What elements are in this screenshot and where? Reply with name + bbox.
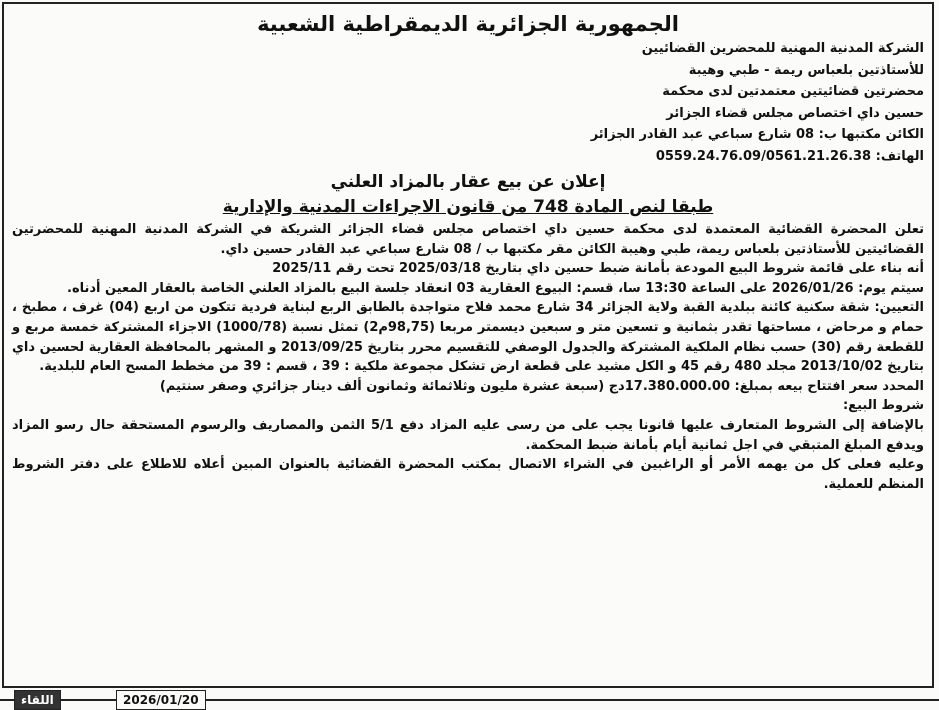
office-line: محضرتين قضائيتين معتمدتين لدى محكمة xyxy=(662,84,924,99)
announcement-body xyxy=(4,220,932,494)
contact-paragraph: وعليه فعلى كل من يهمه الأمر أو الراغبين في الشراء الاتصال بمكتب المحضرة القضائية بالعنوان المبين أعلاه للاطلاع على دفتر الشروط المنظم للعملية. xyxy=(12,457,924,492)
sale-conditions: بالإضافة إلى الشروط المتعارف عليها قانونا يجب على من رسى عليه المزاد دفع 5/1 الثمن والمصاريف والرسوم المستحقة حال رسو المزاد ويدفع المبلغ المتبقي في اجل ثمانية أيام بأمانة ضبط المحكمة. xyxy=(12,417,924,453)
footer xyxy=(0,688,939,710)
office-block xyxy=(4,38,932,167)
intro-paragraph: تعلن المحضرة القضائية المعتمدة لدى محكمة حسين داي اختصاص مجلس قضاء الجزائر الشريكة في الشركة المدنية المهنية للمحضرتين القضائيتين للأستاذتين بلعباس ريمة، طبي وهيبة الكائن مقر مكتبها ب / 08 شارع سباعي عبد القادر حسين داي. xyxy=(12,222,924,257)
announcement-title: إعلان عن بيع عقار بالمزاد العلني xyxy=(330,172,606,192)
header xyxy=(4,10,932,38)
conditions-list-paragraph: أنه بناء على قائمة شروط البيع المودعة بأمانة ضبط حسين داي بتاريخ 2025/03/18 تحت رقم 2025/11 xyxy=(272,261,924,277)
office-line: الكائن مكتبها ب: 08 شارع سباعي عبد القادر الجزائر xyxy=(590,127,924,142)
office-line: للأستاذتين بلعباس ريمة - طبي وهيبة xyxy=(688,62,924,78)
announcement-subtitle: طبقا لنص المادة 748 من قانون الاجراءات المدنية والإدارية xyxy=(222,197,714,217)
office-line: الشركة المدنية المهنية للمحضرين القضائيين xyxy=(641,41,924,56)
sale-conditions-heading: شروط البيع: xyxy=(842,398,924,414)
republic-title: الجمهورية الجزائرية الديمقراطية الشعبية xyxy=(257,12,679,36)
office-line: حسين داي اختصاص مجلس قضاء الجزائر xyxy=(666,105,924,121)
announcement-frame xyxy=(2,2,934,688)
newspaper-name: اللقاء xyxy=(14,690,61,710)
office-phone: الهاتف: 0559.24.76.09/0561.21.26.38 xyxy=(655,148,924,164)
property-description: التعيين: شقة سكنية كائنة ببلدية القبة ولاية الجزائر 34 شارع محمد فلاح متواجدة بالطابق الربع لبناية فردية تتكون من اربع (04) غرف ، مطبخ ، حمام و مرحاض ، مساحتها تقدر بثمانية و تسعين متر و سبعين ديسمتر مربعا (98,75م2) تمثل نسبة (1000/78) الاجزاء المشتركة خمسة مربع و للقطعة رقم (30) حسب نظام الملكية المشتركة والجدول الوصفي للتقسيم محرر بتاريخ 2013/09/25 و المشهر بالمحافظة العقارية لحسين داي بتاريخ 2013/10/02 مجلد 480 رقم 45 و الكل مشيد على قطعة ارض تشكل مجموعة ملكية : 39 ، قسم : 39 من مخطط المسح العام للبلدية. xyxy=(12,300,924,375)
session-paragraph: سيتم يوم: 2026/01/26 على الساعة 13:30 سا، قسم: البيوع العقارية 03 انعقاد جلسة البيع بالمزاد العلني الخاصة بالعقار المعين أدناه. xyxy=(67,280,924,296)
opening-price: المحدد سعر افتتاح بيعه بمبلغ: 17.380.000.00دج (سبعة عشرة مليون وثلاثمائة وثمانون ألف دينار جزائري وصفر سنتيم) xyxy=(159,378,924,394)
publication-date: 2026/01/20 xyxy=(116,690,206,710)
